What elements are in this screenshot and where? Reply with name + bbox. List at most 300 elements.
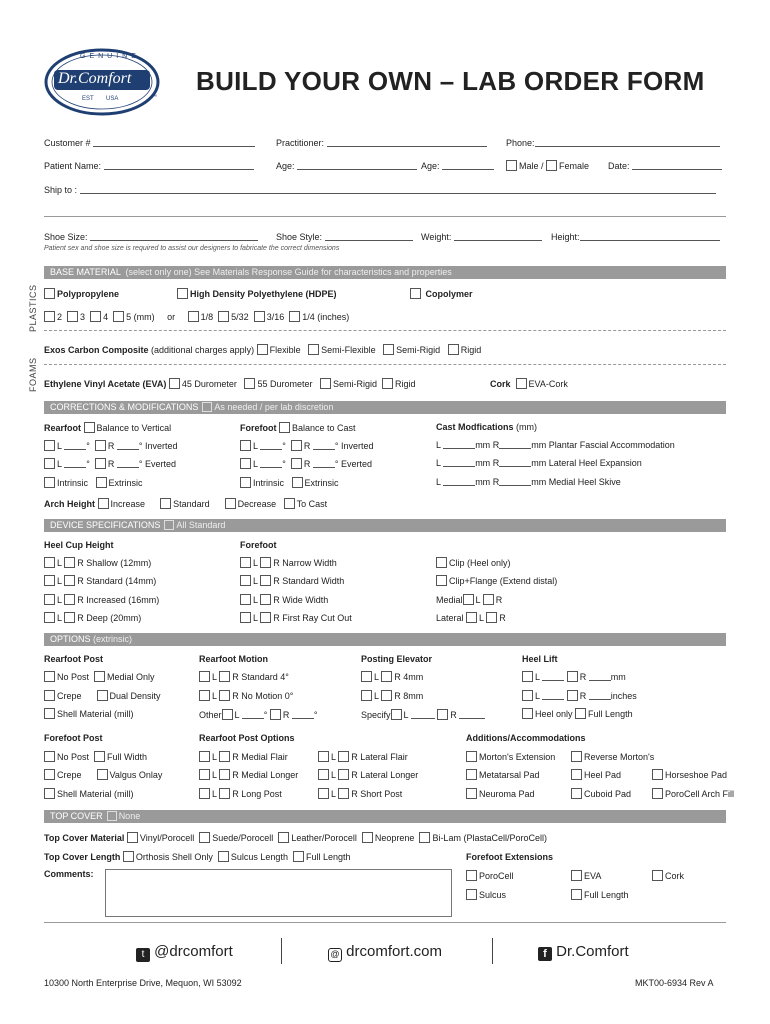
tc-full-length-label: Full Length xyxy=(305,852,351,862)
male-checkbox[interactable] xyxy=(506,160,517,171)
exos-rigid-checkbox[interactable] xyxy=(448,344,459,355)
r-label: R xyxy=(351,752,358,762)
eva-cork-checkbox[interactable] xyxy=(516,378,527,389)
r-label: R xyxy=(77,576,84,586)
tc-leather-checkbox[interactable] xyxy=(278,832,289,843)
base-material-bar xyxy=(44,266,726,279)
corrections-bar xyxy=(44,401,726,414)
mortons-label: Morton's Extension xyxy=(479,752,556,762)
l-label: L xyxy=(57,441,62,451)
l-label: L xyxy=(479,613,484,623)
r-label: R xyxy=(579,672,587,682)
base-bar-title: BASE MATERIAL xyxy=(50,267,121,277)
fore-ev-r-checkbox[interactable] xyxy=(291,458,302,469)
fore-wide xyxy=(240,594,328,605)
corrections-discretion-checkbox[interactable] xyxy=(202,402,212,412)
patient-name-field[interactable] xyxy=(44,161,254,171)
heel-cup-standard xyxy=(44,575,156,586)
female-checkbox[interactable] xyxy=(546,160,557,171)
thickness-5: 5 (mm) xyxy=(126,312,155,322)
heel-standard-l-checkbox[interactable] xyxy=(44,575,55,586)
clip-checkbox[interactable] xyxy=(436,557,447,568)
rm-no-r-checkbox[interactable] xyxy=(219,690,230,701)
heel-cup-shallow xyxy=(44,557,151,568)
rear-inv-l-checkbox[interactable] xyxy=(44,440,55,451)
hl-full-length-checkbox[interactable] xyxy=(575,708,586,719)
hdpe-checkbox[interactable] xyxy=(177,288,188,299)
thickness-3-16-checkbox[interactable] xyxy=(254,311,265,322)
posting-elevator-heading: Posting Elevator xyxy=(361,654,433,664)
increased-label: Increased (16mm) xyxy=(86,595,160,605)
cast-label: Cast Modfications xyxy=(436,422,514,432)
brand-logo xyxy=(44,48,160,116)
fore-standard-r-checkbox[interactable] xyxy=(260,575,271,586)
exos-semi-flexible-checkbox[interactable] xyxy=(308,344,319,355)
pe-4-l-checkbox[interactable] xyxy=(361,671,372,682)
r-label: R xyxy=(232,672,239,682)
mm-label: mm xyxy=(475,458,491,468)
inverted-label: Inverted xyxy=(144,441,178,451)
heel-shallow-l-checkbox[interactable] xyxy=(44,557,55,568)
deg-label: ° xyxy=(86,459,90,469)
add-reverse-mortons xyxy=(571,751,654,762)
fore-everted-row xyxy=(240,458,372,469)
rear-ev-l-checkbox[interactable] xyxy=(44,458,55,469)
fore-intrinsic-row xyxy=(240,477,339,488)
rp-medial-only-checkbox[interactable] xyxy=(94,671,105,682)
thickness-1-8-checkbox[interactable] xyxy=(188,311,199,322)
phone-field[interactable] xyxy=(506,138,720,148)
plastics-label: PLASTICS xyxy=(28,284,38,332)
fore-narrow-l-checkbox[interactable] xyxy=(240,557,251,568)
standard-label: Standard (14mm) xyxy=(86,576,157,586)
ext-porocell-label: PoroCell xyxy=(479,871,514,881)
pe-spec-l-checkbox[interactable] xyxy=(391,709,402,720)
eva-semi-rigid: Semi-Rigid xyxy=(332,379,377,389)
hl-mm-l-checkbox[interactable] xyxy=(522,671,533,682)
rpo-ml-l-checkbox[interactable] xyxy=(199,769,210,780)
fore-balance-checkbox[interactable] xyxy=(279,422,290,433)
tc-neoprene-checkbox[interactable] xyxy=(362,832,373,843)
polypropylene-option[interactable] xyxy=(44,288,119,299)
specify-label: Specify xyxy=(361,710,391,720)
fore-inverted-row xyxy=(240,440,373,451)
heel-increased-l-checkbox[interactable] xyxy=(44,594,55,605)
pe-4-r-checkbox[interactable] xyxy=(381,671,392,682)
arch-increase: Increase xyxy=(110,499,146,509)
porocell-arch-checkbox[interactable] xyxy=(652,788,663,799)
tc-sulcus-checkbox[interactable] xyxy=(218,851,229,862)
rm-std-r-checkbox[interactable] xyxy=(219,671,230,682)
thickness-5-checkbox[interactable] xyxy=(113,311,124,322)
weight-field[interactable] xyxy=(421,232,542,242)
rp-row-1 xyxy=(44,671,155,682)
shoe-size-field[interactable] xyxy=(44,232,258,242)
l-label: L xyxy=(57,576,62,586)
hl-heel-only-checkbox[interactable] xyxy=(522,708,533,719)
suede-label: Suede/Porocell xyxy=(212,833,274,843)
thickness-5-32-checkbox[interactable] xyxy=(218,311,229,322)
fore-first-ray-r-checkbox[interactable] xyxy=(260,612,271,623)
fore-inv-l-checkbox[interactable] xyxy=(240,440,251,451)
rear-ev-r-checkbox[interactable] xyxy=(95,458,106,469)
facebook-icon: f xyxy=(538,947,552,961)
fore-narrow xyxy=(240,557,337,568)
tc-vinyl-checkbox[interactable] xyxy=(127,832,138,843)
copolymer-checkbox[interactable] xyxy=(410,288,421,299)
rearfoot-post-heading: Rearfoot Post xyxy=(44,654,104,664)
metatarsal-checkbox[interactable] xyxy=(466,769,477,780)
ext-eva-checkbox[interactable] xyxy=(571,870,582,881)
cork-label: Cork xyxy=(490,379,511,389)
twitter-handle: @drcomfort xyxy=(154,943,233,960)
rear-everted-row xyxy=(44,458,176,469)
exos-row xyxy=(44,344,481,355)
arch-to-cast-checkbox[interactable] xyxy=(284,498,295,509)
hl-row-2 xyxy=(522,690,637,701)
l-label: L xyxy=(253,558,258,568)
l-label: L xyxy=(253,576,258,586)
fp-valgus-checkbox[interactable] xyxy=(97,769,108,780)
exos-semi-rigid-checkbox[interactable] xyxy=(383,344,394,355)
rear-extrinsic-checkbox[interactable] xyxy=(96,477,107,488)
clip-option xyxy=(436,557,511,568)
hl-in-r-checkbox[interactable] xyxy=(567,690,578,701)
l-label: L xyxy=(253,441,258,451)
thickness-1-4-checkbox[interactable] xyxy=(289,311,300,322)
deg-label: ° xyxy=(86,441,90,451)
rp-dual-density-checkbox[interactable] xyxy=(97,690,108,701)
fp-crepe-label: Crepe xyxy=(57,770,82,780)
eva-semi-rigid-checkbox[interactable] xyxy=(320,378,331,389)
l-label: L xyxy=(331,789,336,799)
fp-no-post-checkbox[interactable] xyxy=(44,751,55,762)
heel-deep-r-checkbox[interactable] xyxy=(64,612,75,623)
l-label: L xyxy=(535,691,540,701)
base-bar-sub: (select only one) See Materials Response Guide for characteristics and properties xyxy=(125,267,452,277)
medial-flair-label: Medial Flair xyxy=(241,752,288,762)
eva-45-checkbox[interactable] xyxy=(169,378,180,389)
arch-standard-checkbox[interactable] xyxy=(160,498,171,509)
rpo-sp-l-checkbox[interactable] xyxy=(318,788,329,799)
mm-label: mm xyxy=(531,440,547,450)
rear-balance-label: Balance to Vertical xyxy=(96,423,172,433)
dimension-note: Patient sex and shoe size is required to assist our designers to fabricate the correct dimensions xyxy=(44,245,340,252)
rear-intrinsic-row xyxy=(44,477,143,488)
rpo-lp-r-checkbox[interactable] xyxy=(219,788,230,799)
leather-label: Leather/Porocell xyxy=(291,833,357,843)
rp-shell-checkbox[interactable] xyxy=(44,708,55,719)
exos-flexible-checkbox[interactable] xyxy=(257,344,268,355)
rm-no-l-checkbox[interactable] xyxy=(199,690,210,701)
ext-cork-checkbox[interactable] xyxy=(652,870,663,881)
customer-label: Customer # xyxy=(44,138,91,148)
r-label: R xyxy=(492,440,500,450)
l-label: L xyxy=(253,595,258,605)
fore-ev-l-checkbox[interactable] xyxy=(240,458,251,469)
horseshoe-label: Horseshoe Pad xyxy=(665,770,728,780)
rpo-sp-r-checkbox[interactable] xyxy=(338,788,349,799)
twitter-icon: t xyxy=(136,948,150,962)
r-label: R xyxy=(273,595,280,605)
fp-full-width-checkbox[interactable] xyxy=(94,751,105,762)
ext-sulcus-label: Sulcus xyxy=(479,890,507,900)
fore-first-ray-l-checkbox[interactable] xyxy=(240,612,251,623)
lateral-l-checkbox[interactable] xyxy=(466,612,477,623)
add-metatarsal xyxy=(466,769,540,780)
thickness-row xyxy=(44,311,349,322)
r-label: R xyxy=(394,691,401,701)
lateral-flair-label: Lateral Flair xyxy=(360,752,408,762)
r-label: R xyxy=(394,672,401,682)
device-all-standard-checkbox[interactable] xyxy=(164,520,174,530)
arch-standard: Standard xyxy=(173,499,210,509)
thickness-3-checkbox[interactable] xyxy=(67,311,78,322)
fore-narrow-r-checkbox[interactable] xyxy=(260,557,271,568)
l-label: L xyxy=(212,752,217,762)
wide-label: Wide Width xyxy=(282,595,329,605)
hl-mm-r-checkbox[interactable] xyxy=(567,671,578,682)
shoe-style-field[interactable] xyxy=(276,232,413,242)
rm-other-l-checkbox[interactable] xyxy=(222,709,233,720)
sex-field[interactable] xyxy=(506,160,589,171)
height-label: Height: xyxy=(551,232,580,242)
top-cover-material-label: Top Cover Material xyxy=(44,833,125,843)
hl-mm-label: mm xyxy=(610,672,626,682)
lateral-longer-label: Lateral Longer xyxy=(360,770,419,780)
r-label: R xyxy=(77,595,84,605)
facebook-link[interactable] xyxy=(538,943,629,961)
top-cover-none-checkbox[interactable] xyxy=(107,811,117,821)
fore-intrinsic-checkbox[interactable] xyxy=(240,477,251,488)
arch-increase-checkbox[interactable] xyxy=(98,498,109,509)
deg-label: ° xyxy=(138,459,143,469)
rear-inv-r-checkbox[interactable] xyxy=(95,440,106,451)
mm-label: mm xyxy=(475,440,491,450)
medial-only-label: Medial Only xyxy=(107,672,155,682)
rpo-mf-r-checkbox[interactable] xyxy=(219,751,230,762)
hl-in-l-checkbox[interactable] xyxy=(522,690,533,701)
inverted-label: Inverted xyxy=(340,441,374,451)
rpo-lf-l-checkbox[interactable] xyxy=(318,751,329,762)
cuboid-checkbox[interactable] xyxy=(571,788,582,799)
tc-bilam-checkbox[interactable] xyxy=(419,832,430,843)
rpo-mf-l-checkbox[interactable] xyxy=(199,751,210,762)
ext-sulcus-checkbox[interactable] xyxy=(466,889,477,900)
top-cover-bar-title: TOP COVER xyxy=(50,811,103,821)
exos-sub: (additional charges apply) xyxy=(151,345,255,355)
no-post-label: No Post xyxy=(57,672,90,682)
fore-standard-l-checkbox[interactable] xyxy=(240,575,251,586)
narrow-label: Narrow Width xyxy=(282,558,337,568)
fp-crepe-checkbox[interactable] xyxy=(44,769,55,780)
l-label: L xyxy=(57,595,62,605)
customer-field[interactable] xyxy=(44,138,255,148)
rpo-ml-r-checkbox[interactable] xyxy=(219,769,230,780)
device-forefoot-heading: Forefoot xyxy=(240,540,277,550)
horseshoe-checkbox[interactable] xyxy=(652,769,663,780)
pe-8-l-checkbox[interactable] xyxy=(361,690,372,701)
deg-label: ° xyxy=(313,710,318,720)
deg-label: ° xyxy=(334,459,339,469)
globe-icon: @ xyxy=(328,948,342,962)
rear-intrinsic-checkbox[interactable] xyxy=(44,477,55,488)
rear-balance-checkbox[interactable] xyxy=(84,422,95,433)
clip-flange-checkbox[interactable] xyxy=(436,575,447,586)
rpo-ll-l-checkbox[interactable] xyxy=(318,769,329,780)
page-title: BUILD YOUR OWN – LAB ORDER FORM xyxy=(196,66,705,96)
cast-unit: (mm) xyxy=(516,422,538,432)
device-bar-sub: All Standard xyxy=(176,520,226,530)
medial-r-checkbox[interactable] xyxy=(483,594,494,605)
heel-shallow-r-checkbox[interactable] xyxy=(64,557,75,568)
r-label: R xyxy=(232,789,239,799)
twitter-link[interactable] xyxy=(136,943,233,962)
fore-wide-r-checkbox[interactable] xyxy=(260,594,271,605)
ship-to-line-2[interactable] xyxy=(44,216,726,217)
l-label: L xyxy=(212,770,217,780)
arch-to-cast: To Cast xyxy=(296,499,328,509)
ship-to-field[interactable] xyxy=(44,185,716,195)
fore-standard xyxy=(240,575,344,586)
website-link[interactable] xyxy=(328,943,442,962)
rm-other-r-checkbox[interactable] xyxy=(270,709,281,720)
rpo-lf-r-checkbox[interactable] xyxy=(338,751,349,762)
heel-cup-heading: Heel Cup Height xyxy=(44,540,114,550)
l-label: L xyxy=(57,558,62,568)
ext-full-length xyxy=(571,889,629,900)
r-label: R xyxy=(232,752,239,762)
rpo-ll-r-checkbox[interactable] xyxy=(338,769,349,780)
pe-spec-r-checkbox[interactable] xyxy=(437,709,448,720)
medial-option xyxy=(436,594,502,605)
top-cover-material-row xyxy=(44,832,547,843)
l-label: L xyxy=(374,672,379,682)
ext-porocell-checkbox[interactable] xyxy=(466,870,477,881)
rp-row-2 xyxy=(44,690,161,701)
practitioner-field[interactable] xyxy=(276,138,487,148)
pe-8-r-checkbox[interactable] xyxy=(381,690,392,701)
neuroma-checkbox[interactable] xyxy=(466,788,477,799)
pe-row-3 xyxy=(361,709,485,720)
tc-shell-only-checkbox[interactable] xyxy=(123,851,134,862)
clip-flange-label: Clip+Flange (Extend distal) xyxy=(449,576,558,586)
polypropylene-checkbox[interactable] xyxy=(44,288,55,299)
r-label: R xyxy=(232,691,239,701)
neuroma-label: Neuroma Pad xyxy=(479,789,535,799)
heel-lift-heading: Heel Lift xyxy=(522,654,558,664)
comments-label: Comments: xyxy=(44,869,94,879)
eva-55-checkbox[interactable] xyxy=(244,378,255,389)
rpo-row-4 xyxy=(318,751,408,762)
extrinsic-label: Extrinsic xyxy=(304,478,339,488)
vinyl-label: Vinyl/Porocell xyxy=(139,833,195,843)
rp-no-post-checkbox[interactable] xyxy=(44,671,55,682)
rp-options-heading: Rearfoot Post Options xyxy=(199,733,295,743)
cast-row-3 xyxy=(436,477,621,487)
reverse-mortons-checkbox[interactable] xyxy=(571,751,582,762)
rm-std-l-checkbox[interactable] xyxy=(199,671,210,682)
deg-label: ° xyxy=(282,459,286,469)
patient-name-label: Patient Name: xyxy=(44,161,102,171)
fore-wide-l-checkbox[interactable] xyxy=(240,594,251,605)
logo-genuine: GENUINE xyxy=(80,53,140,60)
heel-cup-deep xyxy=(44,612,141,623)
extrinsic-label: Extrinsic xyxy=(108,478,143,488)
heel-pad-checkbox[interactable] xyxy=(571,769,582,780)
medial-label: Medial xyxy=(436,595,463,605)
long-post-label: Long Post xyxy=(241,789,282,799)
thickness-2-checkbox[interactable] xyxy=(44,311,55,322)
age-field-2[interactable] xyxy=(421,161,494,171)
polypropylene-label: Polypropylene xyxy=(57,289,120,299)
clip-label: Clip (Heel only) xyxy=(449,558,511,568)
lateral-r-checkbox[interactable] xyxy=(486,612,497,623)
footer-sep xyxy=(281,938,282,964)
arch-decrease-checkbox[interactable] xyxy=(225,498,236,509)
fore-extrinsic-checkbox[interactable] xyxy=(292,477,303,488)
lateral-label: Lateral xyxy=(436,613,464,623)
fore-inv-r-checkbox[interactable] xyxy=(291,440,302,451)
ship-to-label: Ship to : xyxy=(44,185,78,195)
l-label: L xyxy=(57,613,62,623)
tc-full-length-checkbox[interactable] xyxy=(293,851,304,862)
rpo-lp-l-checkbox[interactable] xyxy=(199,788,210,799)
foams-label: FOAMS xyxy=(28,357,38,392)
pe-4mm-label: 4mm xyxy=(403,672,424,682)
exos-flexible: Flexible xyxy=(269,345,301,355)
options-bar-sub: (extrinsic) xyxy=(93,634,133,644)
intrinsic-label: Intrinsic xyxy=(253,478,285,488)
rp-crepe-checkbox[interactable] xyxy=(44,690,55,701)
date-field[interactable] xyxy=(608,161,722,171)
l-label: L xyxy=(331,752,336,762)
r-label: R xyxy=(107,441,115,451)
hdpe-option[interactable] xyxy=(177,288,337,299)
rm-row-2 xyxy=(199,690,293,701)
options-bar xyxy=(44,633,726,646)
thickness-4-checkbox[interactable] xyxy=(90,311,101,322)
device-bar xyxy=(44,519,726,532)
ext-full-length-checkbox[interactable] xyxy=(571,889,582,900)
l-label: L xyxy=(212,672,217,682)
medial-longer-label: Medial Longer xyxy=(241,770,299,780)
eva-rigid-checkbox[interactable] xyxy=(382,378,393,389)
heel-increased-r-checkbox[interactable] xyxy=(64,594,75,605)
forefoot-post-heading: Forefoot Post xyxy=(44,733,103,743)
thickness-1-4: 1/4 (inches) xyxy=(302,312,350,322)
fp-shell-checkbox[interactable] xyxy=(44,788,55,799)
l-label: L xyxy=(535,672,540,682)
copolymer-option[interactable] xyxy=(410,288,473,299)
device-bar-title: DEVICE SPECIFICATIONS xyxy=(50,520,161,530)
heel-standard-r-checkbox[interactable] xyxy=(64,575,75,586)
tc-suede-checkbox[interactable] xyxy=(199,832,210,843)
comments-box[interactable] xyxy=(105,869,452,917)
male-label: Male / xyxy=(519,161,544,171)
footer-divider xyxy=(44,922,726,923)
r-label: R xyxy=(579,691,587,701)
heel-deep-l-checkbox[interactable] xyxy=(44,612,55,623)
mm-label: mm xyxy=(531,458,547,468)
mortons-checkbox[interactable] xyxy=(466,751,477,762)
medial-l-checkbox[interactable] xyxy=(463,594,474,605)
age-field-1[interactable] xyxy=(276,161,417,171)
ext-sulcus xyxy=(466,889,506,900)
thickness-3-16: 3/16 xyxy=(266,312,285,322)
add-neuroma xyxy=(466,788,535,799)
height-field[interactable] xyxy=(551,232,720,242)
